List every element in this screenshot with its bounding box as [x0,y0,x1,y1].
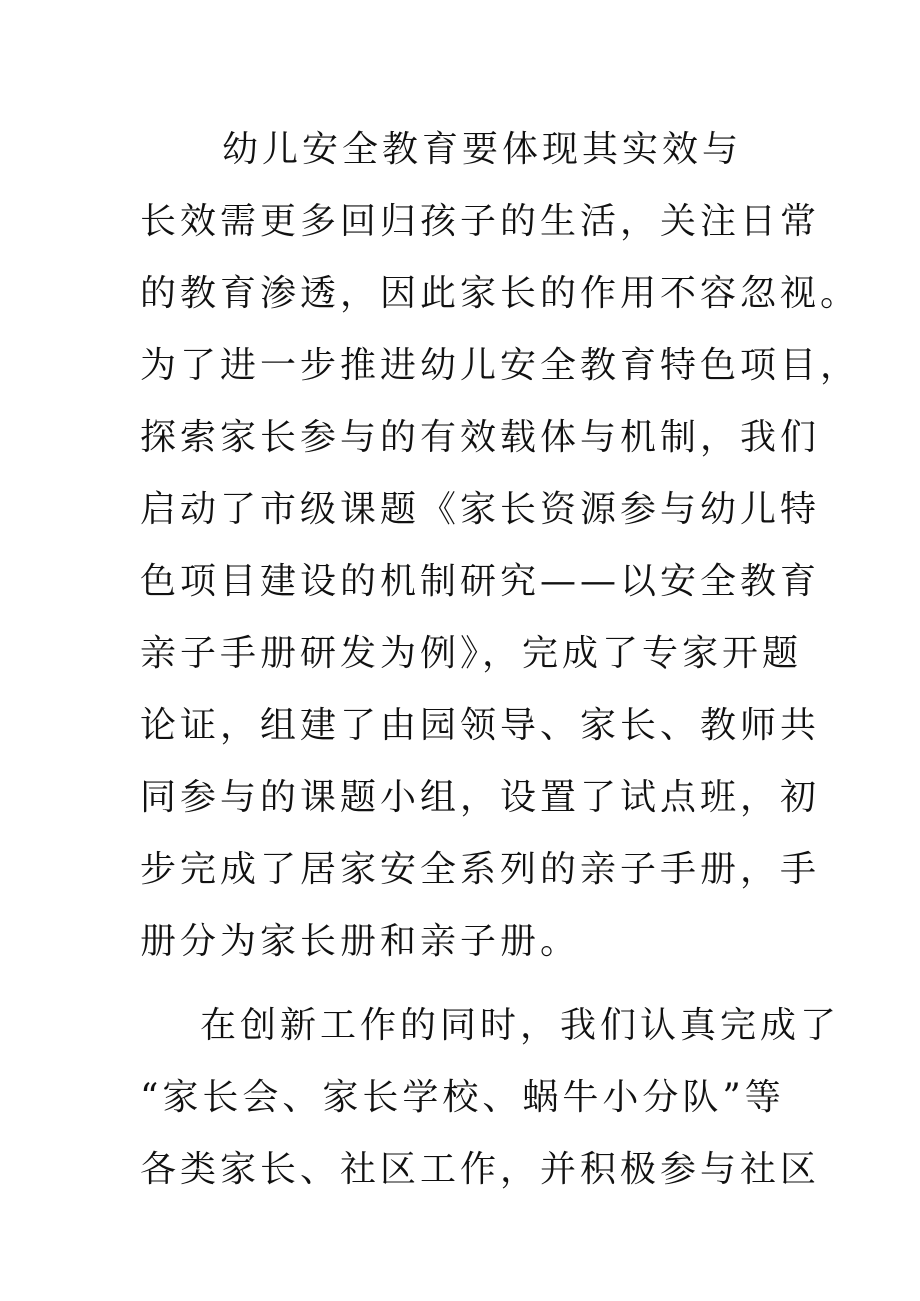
paragraph-1-line-6: 启动了市级课题《家长资源参与幼儿特 [140,489,821,530]
paragraph-2-line-2: “家长会、家长学校、蜗牛小分队”等 [140,1077,785,1118]
paragraph-2-line-1: 在创新工作的同时，我们认真完成了 [200,1005,841,1046]
paragraph-1-line-9: 论证，组建了由园领导、家长、教师共 [140,705,821,746]
paragraph-1-line-4: 为了进一步推进幼儿安全教育特色项目， [140,345,861,386]
paragraph-1-line-1: 幼儿安全教育要体现其实效与 [222,129,743,170]
paragraph-1-line-2: 长效需更多回归孩子的生活，关注日常 [140,201,821,242]
paragraph-1-line-8: 亲子手册研发为例》，完成了专家开题 [140,633,803,674]
paragraph-2-line-3: 各类家长、社区工作，并积极参与社区 [140,1149,821,1190]
paragraph-1-line-11: 步完成了居家安全系列的亲子手册，手 [140,849,821,890]
paragraph-1-line-5: 探索家长参与的有效载体与机制，我们 [140,417,821,458]
paragraph-1-line-3: 的教育渗透，因此家长的作用不容忽视。 [140,273,861,314]
paragraph-1-line-7: 色项目建设的机制研究——以安全教育 [140,561,821,602]
paragraph-1-line-10: 同参与的课题小组，设置了试点班，初 [140,777,821,818]
paragraph-1-line-12: 册分为家长册和亲子册。 [140,921,581,962]
